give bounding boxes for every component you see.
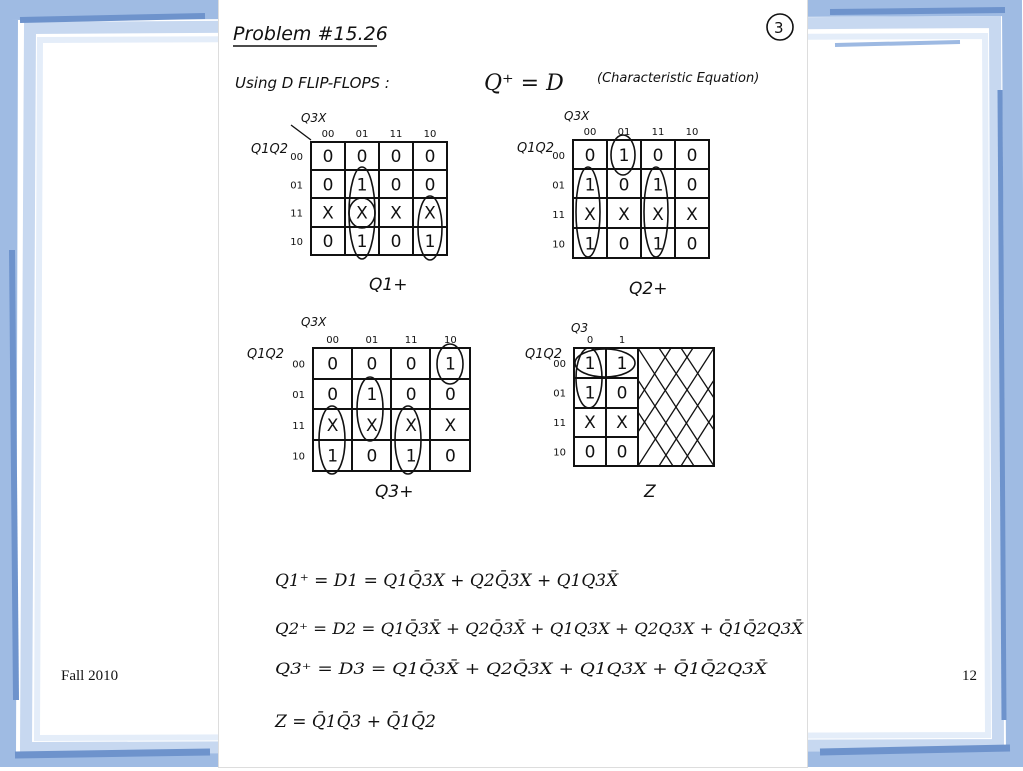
kmap-col-header: 11 [389,129,403,140]
kmap-q3 [247,315,470,502]
kmap-col-header: 10 [423,129,437,140]
kmap-cell: X [424,203,436,224]
svg-text:Q3: Q3 [571,321,589,335]
kmap-cell: X [444,415,457,436]
kmap-q2 [517,109,709,299]
kmap-cell: 0 [584,145,596,166]
svg-text:Q3X: Q3X [301,315,327,329]
kmap-cell: X [652,204,664,225]
kmap-row-header: 01 [290,180,303,192]
kmap-row-header: 00 [552,150,565,162]
equation-q2: Q2⁺ = D2 = Q1Q̄3X̄ + Q2Q̄3X̄ + Q1Q3X + Q2Q3X + Q̄1Q̄2Q3X̄ [275,619,785,638]
kmap-cell: 1 [584,234,596,255]
kmap-cell: 0 [327,354,339,375]
kmap-cell: 0 [322,175,334,196]
kmap-cell: X [326,415,339,436]
kmap-cell: 0 [390,175,402,196]
slide-number: 12 [962,668,977,684]
kmap-cell: 1 [652,175,664,196]
kmap-z [525,321,714,502]
kmap-cell: 1 [652,234,664,255]
kmap-col-header: 01 [355,129,369,140]
notes-canvas [219,0,807,767]
kmap-cell: 0 [444,385,456,406]
equation-q1: Q1⁺ = D1 = Q1Q̄3X + Q2Q̄3X + Q1Q3X̄ [275,571,619,591]
kmap-col-header: 00 [326,335,339,346]
kmap-cell: 0 [618,234,630,255]
kmap-cell: 0 [652,145,664,166]
kmap-row-header: 11 [290,208,303,220]
kmap-cell: 1 [584,175,596,196]
kmap-cell: X [390,203,402,224]
kmap-col-header: 00 [321,129,335,140]
kmap-cell: 1 [584,353,596,374]
kmap-cell: 0 [424,147,436,168]
intro-text: Using D FLIP-FLOPS : [235,74,390,92]
characteristic-equation: Q⁺ = D [484,71,564,96]
kmap-cell: 1 [616,353,628,374]
kmap-col-header: 11 [651,127,665,138]
equation-q3: Q3⁺ = D3 = Q1Q̄3X̄ + Q2Q̄3X + Q1Q3X + Q̄1Q̄2Q3X̄ [275,659,703,678]
kmap-cell: 0 [405,385,417,406]
kmap-col-header: 10 [685,127,699,138]
kmap-cell: 0 [366,446,378,467]
kmap-col-header: 00 [583,127,597,138]
svg-text:Q1Q2: Q1Q2 [525,347,563,362]
page-circle-number: 3 [774,19,784,37]
kmap-cell: 1 [405,446,417,467]
kmap-cell: 0 [616,383,628,404]
svg-text:Q1Q2: Q1Q2 [247,347,285,362]
kmap-cell: 0 [390,231,402,252]
kmap-q1 [251,111,447,295]
kmap-cell: 1 [356,175,368,196]
kmap-cell: X [405,415,417,436]
kmap-col-header: 10 [444,335,457,346]
kmap-cell: X [356,203,368,224]
characteristic-equation-note: (Characteristic Equation) [597,71,760,86]
handwritten-notes-page [219,0,807,767]
kmap-row-header: 11 [292,420,305,432]
svg-text:Q3X: Q3X [301,111,327,125]
kmap-row-header: 01 [553,388,566,400]
kmap-q2-label: Q2+ [629,279,668,299]
equation-z: Z = Q̄1Q̄3 + Q̄1Q̄2 [275,712,436,732]
kmap-cell: X [584,412,596,433]
svg-text:Q3X: Q3X [564,109,590,123]
kmap-col-header: 01 [617,127,631,138]
kmap-cell: 0 [686,145,698,166]
kmap-row-header: 11 [553,417,566,429]
kmap-cell: 1 [444,354,456,375]
kmap-cell: 0 [390,147,402,168]
kmap-cell: 0 [327,385,339,406]
kmap-cell: 0 [322,231,334,252]
kmap-cell: 0 [405,354,417,375]
kmap-q1-label: Q1+ [369,275,408,295]
footer-date: Fall 2010 [61,668,119,684]
kmap-row-header: 00 [292,359,305,371]
kmap-cell: X [616,412,628,433]
kmap-cell: 0 [322,147,334,168]
kmap-row-header: 01 [292,390,305,402]
kmap-row-header: 00 [553,358,566,370]
kmap-row-header: 11 [552,209,565,221]
kmap-cell: 1 [327,446,339,467]
kmap-cell: 0 [584,442,596,463]
svg-text:Q1Q2: Q1Q2 [517,141,555,156]
kmap-q3-label: Q3+ [375,482,414,502]
kmap-cell: X [618,204,630,225]
kmap-cell: X [366,415,378,436]
kmap-cell: 1 [618,145,630,166]
kmap-row-header: 10 [292,451,305,463]
kmap-cell: X [584,204,596,225]
problem-title: Problem #15.26 [233,23,388,45]
kmap-col-header: 11 [404,335,418,346]
kmap-cell: 0 [356,147,368,168]
kmap-cell: 1 [424,231,436,252]
kmap-cell: X [686,204,698,225]
kmap-cell: 1 [356,231,368,252]
kmap-col-header: 0 [586,335,594,346]
kmap-col-header: 01 [365,335,379,346]
kmap-col-header: 1 [618,335,626,346]
kmap-row-header: 00 [290,152,303,164]
kmap-cell: 0 [366,354,378,375]
kmap-z-label: Z [644,482,656,502]
kmap-cell: 0 [686,234,698,255]
kmap-row-header: 10 [552,239,565,251]
kmap-cell: 0 [616,442,628,463]
kmap-cell: 0 [686,175,698,196]
kmap-cell: 0 [618,175,630,196]
kmap-cell: 1 [584,383,596,404]
kmap-row-header: 10 [553,447,566,459]
kmap-row-header: 10 [290,236,303,248]
kmap-cell: 0 [444,446,456,467]
kmap-cell: 0 [424,175,436,196]
svg-text:Q1Q2: Q1Q2 [251,142,289,157]
kmap-cell: 1 [366,385,378,406]
kmap-row-header: 01 [552,180,565,192]
kmap-cell: X [322,203,334,224]
